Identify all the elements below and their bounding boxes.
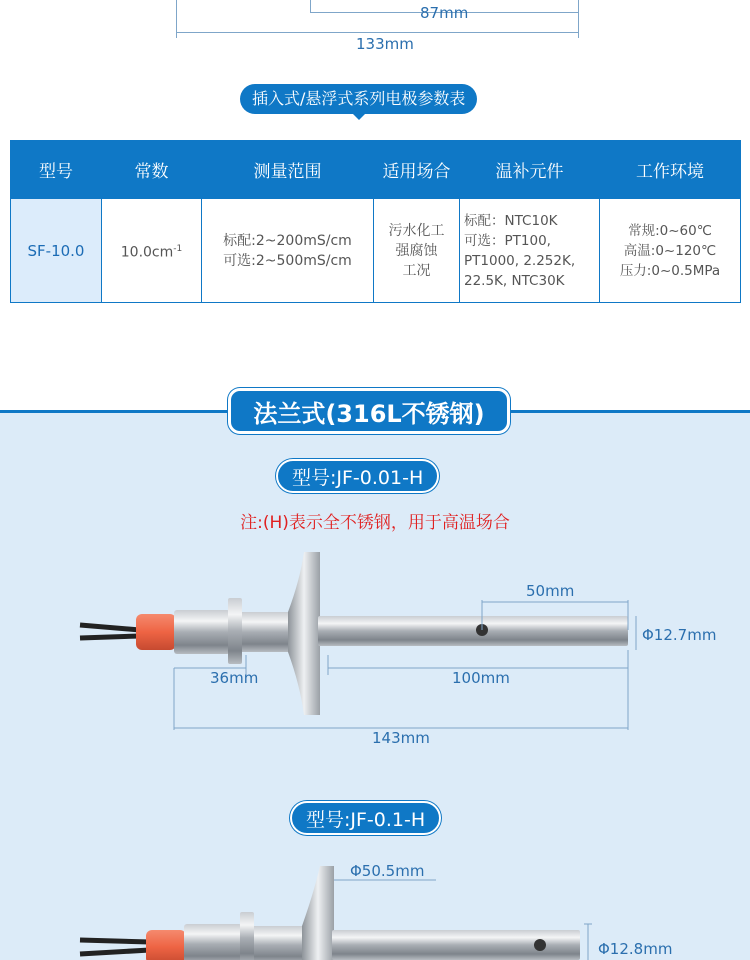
dim-dia-12-7: Φ12.7mm: [642, 626, 717, 644]
dim-87mm: 87mm: [420, 4, 469, 22]
header-range: 测量范围: [202, 141, 374, 199]
probe-hole: [534, 939, 546, 951]
cable-cap: [146, 930, 186, 960]
temp-line: PT1000, 2.252K,: [464, 252, 576, 269]
env-line: 压力:0~0.5MPa: [619, 262, 721, 279]
usage-line: 工况: [402, 262, 431, 279]
header-model: 型号: [11, 141, 102, 199]
probe-collar: [254, 926, 302, 960]
dim-143mm: 143mm: [372, 729, 430, 747]
cable: [80, 636, 140, 638]
cell-temp: [460, 199, 600, 303]
probe1-model: 型号:JF-0.01-H: [276, 459, 439, 493]
cable: [80, 625, 140, 630]
cable: [80, 940, 150, 942]
header-temp: 温补元件: [460, 141, 600, 199]
dim-tick: [310, 0, 311, 12]
probe-ring: [228, 598, 242, 664]
flange: [288, 552, 320, 715]
temp-line: 可选：PT100,: [464, 232, 551, 249]
section-title: 法兰式(316L不锈钢): [228, 388, 510, 434]
dim-line: [176, 32, 578, 33]
header-usage: 适用场合: [374, 141, 460, 199]
usage-line: 强腐蚀: [395, 242, 438, 259]
flange: [302, 866, 334, 960]
dim-36mm: 36mm: [210, 669, 259, 687]
temp-line: 22.5K, NTC30K: [464, 272, 565, 289]
cell-env: [600, 199, 741, 303]
constant-value: 10.0cm: [120, 244, 174, 261]
env-line: 常规:0~60℃: [628, 222, 712, 239]
probe1-illustration: [0, 550, 750, 750]
table-header-row: [11, 141, 741, 199]
probe-body: [184, 924, 242, 960]
table-title: 插入式/悬浮式系列电极参数表: [240, 84, 477, 114]
dim-tick: [578, 0, 579, 38]
dim-133mm: 133mm: [356, 35, 414, 53]
probe-body: [174, 610, 230, 654]
header-env: 工作环境: [600, 141, 741, 199]
usage-line: 污水化工: [388, 222, 445, 239]
cell-usage: [374, 199, 460, 303]
dim-50mm: 50mm: [526, 582, 575, 600]
dim-dia-12-8: Φ12.8mm: [598, 940, 673, 958]
spec-table: [10, 140, 741, 303]
probe-ring: [240, 912, 254, 960]
cell-range: [202, 199, 374, 303]
cable-cap: [136, 614, 176, 650]
range-line: 标配:2~200mS/cm: [223, 232, 352, 249]
top-section: [0, 0, 750, 410]
probe1-note: 注:(H)表示全不锈钢，用于高温场合: [240, 513, 510, 533]
cable: [80, 950, 150, 954]
probe-collar: [242, 612, 288, 652]
header-constant: 常数: [102, 141, 202, 199]
temp-line: 标配：NTC10K: [464, 212, 558, 229]
probe-shaft: [318, 616, 628, 646]
env-line: 高温:0~120℃: [623, 242, 717, 259]
constant-exp: -1: [173, 243, 183, 254]
cell-model: SF-10.0: [11, 199, 102, 303]
range-line: 可选:2~500mS/cm: [223, 252, 352, 269]
probe2-model: 型号:JF-0.1-H: [290, 801, 441, 835]
table-row: [11, 199, 741, 303]
dim-100mm: 100mm: [452, 669, 510, 687]
cell-constant: [102, 199, 202, 303]
dim-flange-50-5: Φ50.5mm: [350, 862, 425, 880]
